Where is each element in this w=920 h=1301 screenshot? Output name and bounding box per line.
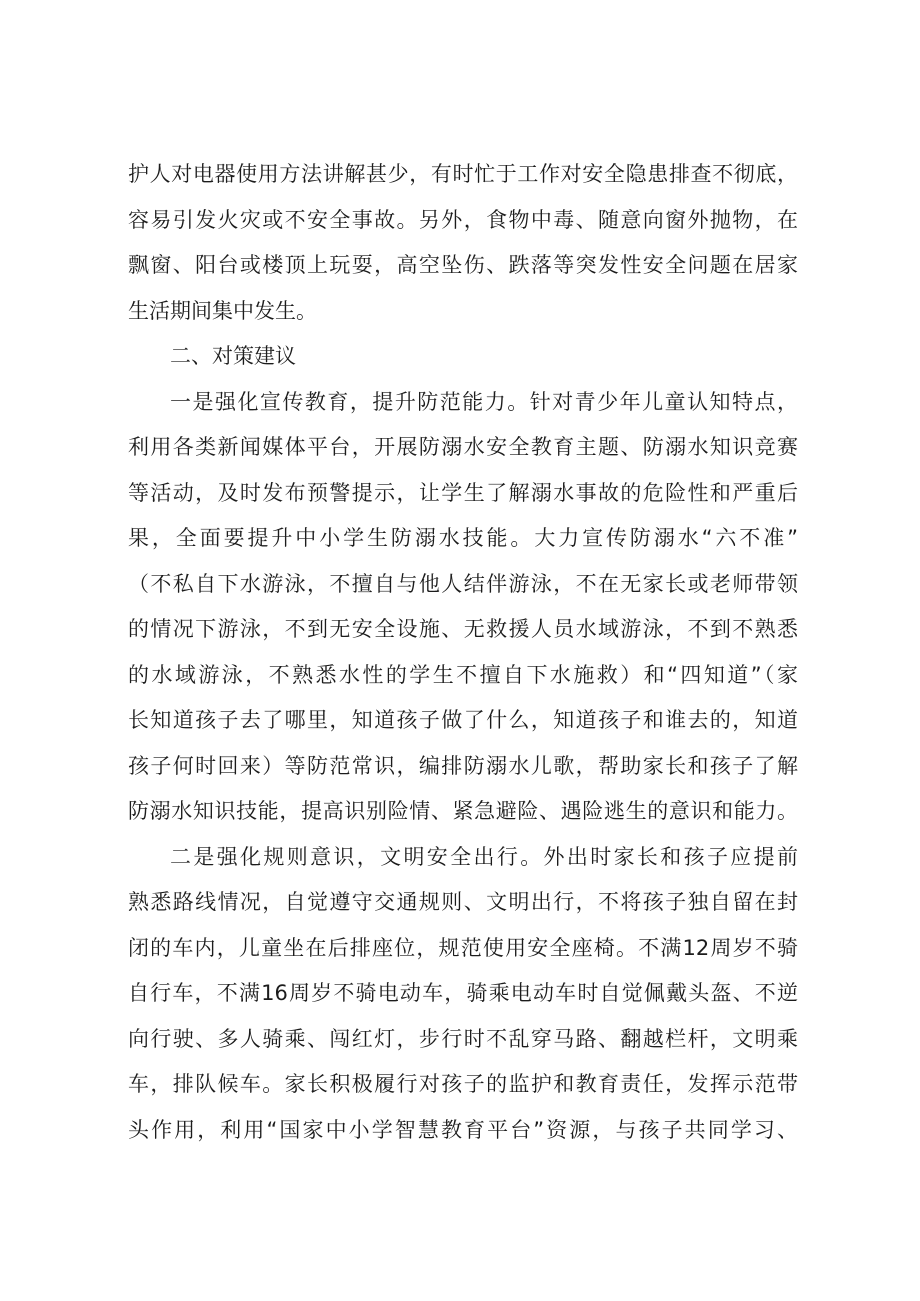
text-line: 孩子何时回来）等防范常识，编排防溺水儿歌，帮助家长和孩子了解	[128, 753, 798, 778]
text-line: 二是强化规则意识，文明安全出行。外出时家长和孩子应提前	[170, 844, 798, 869]
text-line: 利用各类新闻媒体平台，开展防溺水安全教育主题、防溺水知识竞赛	[128, 435, 798, 459]
text-line: 防溺水知识技能，提高识别险情、紧急避险、遇险逃生的意识和能力。	[128, 799, 798, 823]
text-line: 熟悉路线情况，自觉遵守交通规则、文明出行，不将孩子独自留在封	[128, 890, 798, 914]
paragraph	[128, 835, 798, 1154]
text-line: 闭的车内，儿童坐在后排座位，规范使用安全座椅。不满12周岁不骑	[128, 935, 798, 960]
document-body	[128, 152, 798, 1153]
text-line: 的情况下游泳，不到无安全设施、无救援人员水域游泳，不到不熟悉	[128, 617, 798, 641]
text-line: 长知道孩子去了哪里，知道孩子做了什么，知道孩子和谁去的，知道	[128, 708, 798, 732]
text-line: 等活动，及时发布预警提示，让学生了解溺水事故的危险性和严重后	[128, 480, 798, 505]
text-line: 自行车，不满16周岁不骑电动车，骑乘电动车时自觉佩戴头盔、不逆	[128, 981, 798, 1005]
section-heading: 二、对策建议	[170, 344, 296, 368]
text-line: 的水域游泳，不熟悉水性的学生不擅自下水施救）和“四知道”（家	[128, 662, 798, 687]
text-line: （不私自下水游泳，不擅自与他人结伴游泳，不在无家长或老师带领	[128, 571, 798, 596]
text-line: 头作用，利用“国家中小学智慧教育平台”资源，与孩子共同学习、	[128, 1117, 798, 1142]
text-line: 一是强化宣传教育，提升防范能力。针对青少年儿童认知特点，	[170, 389, 798, 414]
text-line: 向行驶、多人骑乘、闯红灯，步行时不乱穿马路、翻越栏杆，文明乘	[128, 1026, 798, 1051]
text-line: 果，全面要提升中小学生防溺水技能。大力宣传防溺水“六不准”	[128, 526, 798, 550]
text-line: 车，排队候车。家长积极履行对孩子的监护和教育责任，发挥示范带	[128, 1072, 798, 1096]
text-line: 飘窗、阳台或楼顶上玩耍，高空坠伤、跌落等突发性安全问题在居家	[128, 253, 798, 277]
text-line: 生活期间集中发生。	[128, 298, 317, 323]
paragraph	[128, 152, 798, 334]
paragraph	[128, 380, 798, 835]
text-line: 容易引发火灾或不安全事故。另外，食物中毒、随意向窗外抛物，在	[128, 207, 798, 232]
text-line: 护人对电器使用方法讲解甚少，有时忙于工作对安全隐患排查不彻底，	[128, 162, 798, 186]
